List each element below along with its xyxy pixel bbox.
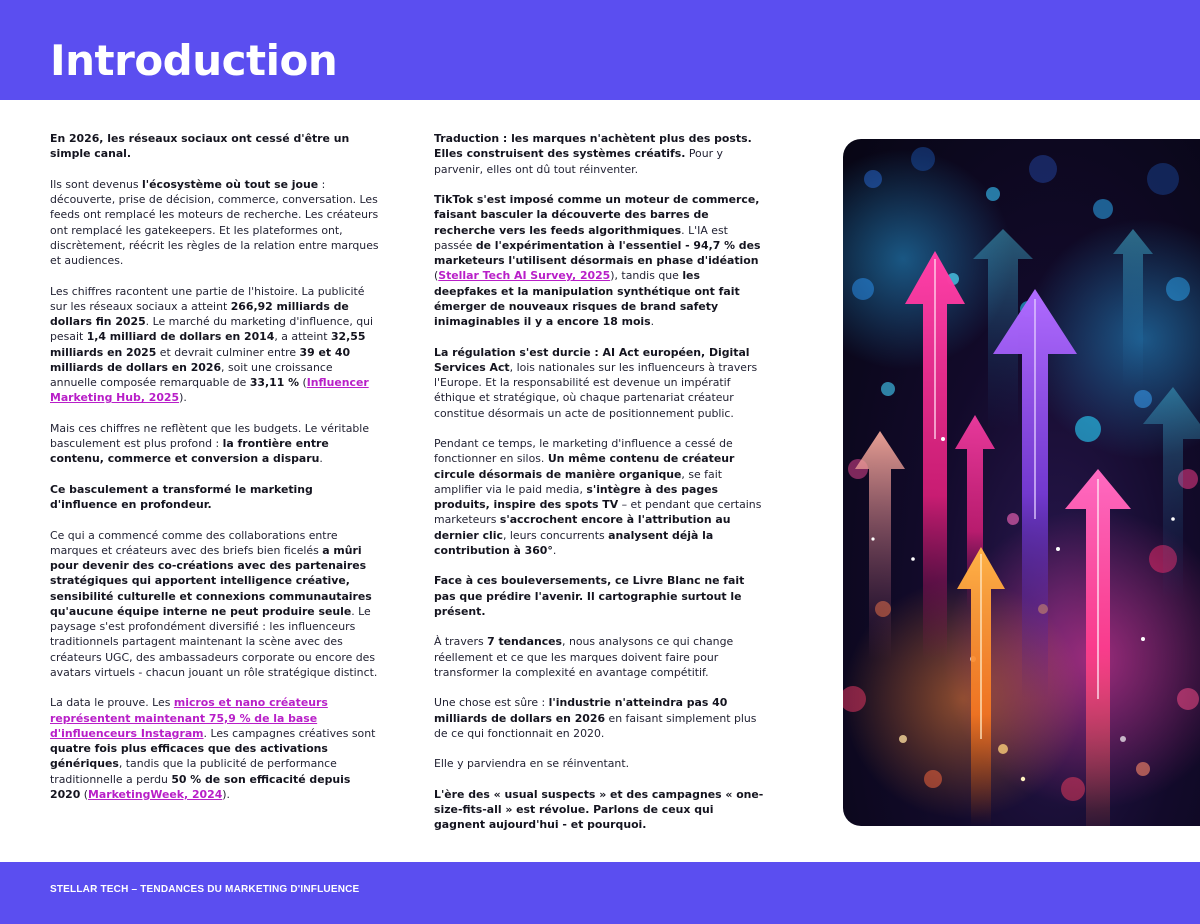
body-text: Les chiffres racontent une partie de l'histoire. La publicité sur les réseaux sociaux a atteint (50, 284, 365, 313)
body-text: , lois nationales sur les influenceurs à travers l'Europe. Et la responsabilité est devenue un impératif éthique et stratégique, où chaque partenariat créateur constitue désormais un acte de positionnement public. (434, 360, 758, 420)
body-text: . (650, 315, 655, 328)
body-text: en faisant simplement plus de ce qui fonctionnait en 2020. (434, 711, 757, 740)
paragraph (50, 421, 382, 467)
paragraph (50, 284, 382, 406)
text-column-right (434, 131, 764, 833)
paragraph (50, 482, 382, 513)
paragraph (434, 573, 764, 619)
body-text: ( (434, 269, 439, 283)
bold-text: a mûri pour devenir des co-créations avec des partenaires stratégiques qui apportent intelligence créative, sensibilité culturelle et connexions communautaires qu'aucune équipe interne ne peut produire seule (50, 543, 372, 618)
body-text: . Les campagnes créatives sont (203, 726, 376, 740)
bold-text: s'intègre à des pages produits, inspire des spots TV (434, 482, 719, 511)
body-text: , a atteint (274, 330, 331, 344)
source-link-micro-nano-creators[interactable]: micros et nano créateurs représentent maintenant 75,9 % de la base d'influenceurs Instagram (50, 696, 328, 740)
bold-text: 7 tendances (487, 635, 563, 649)
body-text: ( (299, 376, 307, 389)
bold-text: L'ère des « usual suspects » et des campagnes « one-size-fits-all » est révolue. Parlons de ceux qui gagnent aujourd'hui - et pourquoi. (434, 787, 764, 832)
body-text: ( (80, 787, 89, 801)
bold-text: Traduction : les marques n'achètent plus des posts. Elles construisent des systèmes créatifs. (434, 132, 752, 161)
bold-text: En 2026, les réseaux sociaux ont cessé d'être un simple canal. (50, 132, 350, 161)
paragraph (434, 634, 764, 680)
body-text: ), tandis que (610, 269, 683, 283)
bold-text: TikTok s'est imposé comme un moteur de commerce, faisant basculer la découverte des barres de recherche vers les feeds algorithmiques (434, 193, 760, 237)
source-link-marketingweek[interactable]: MarketingWeek, 2024 (88, 787, 223, 801)
bold-text: l'écosystème où tout se joue (142, 177, 319, 191)
body-text: . Le marché du marketing d'influence, qui pesait (50, 315, 374, 344)
body-text: et devrait culminer entre (156, 345, 300, 359)
paragraph (50, 528, 382, 681)
body-text: Ce qui a commencé comme des collaborations entre marques et créateurs avec des briefs bien ficelés (50, 528, 338, 557)
body-text: Pour y parvenir, elles ont dû tout réinventer. (434, 147, 723, 176)
body-text: . Le paysage s'est profondément diversifié : les influenceurs traditionnels partagent maintenant la scène avec des créateurs UGC, des ambassadeurs corporate ou encore des avatars virtuels - chacun jouant un rôle stratégique distinct. (50, 604, 378, 679)
body-text: Pendant ce temps, le marketing d'influence a cessé de fonctionner en silos. (434, 437, 733, 466)
text-column-left (50, 131, 382, 802)
body-text: Mais ces chiffres ne reflètent que les budgets. Le véritable basculement est plus profond : (50, 421, 370, 450)
paragraph (434, 787, 764, 833)
bold-text: de l'expérimentation à l'essentiel - 94,7 % des marketeurs l'utilisent désormais en phase d'idéation (434, 238, 761, 267)
body-text: , leurs concurrents (502, 528, 609, 542)
source-link-stellar-tech-survey[interactable]: Stellar Tech AI Survey, 2025 (438, 269, 611, 283)
bold-text: s'accrochent encore à l'attribution au dernier clic (434, 513, 731, 542)
body-text: . L'IA est passée (434, 223, 728, 252)
body-text: Ils sont devenus (50, 177, 143, 191)
paragraph (434, 695, 764, 741)
footer-text: STELLAR TECH – TENDANCES DU MARKETING D'INFLUENCE (50, 884, 360, 895)
bold-text: l'industrie n'atteindra pas 40 milliards de dollars en 2026 (434, 696, 728, 725)
header-banner (0, 0, 1200, 100)
bold-text: 1,4 milliard de dollars en 2014 (86, 330, 275, 344)
bold-text: Face à ces bouleversements, ce Livre Blanc ne fait pas que prédire l'avenir. Il cartographie surtout le présent. (434, 574, 745, 618)
arrows-illustration (843, 139, 1200, 826)
body-text: ). (179, 391, 187, 405)
body-text: , nous analysons ce qui change réellement et ce que les marques doivent faire pour transformer la complexité en avantage compétitif. (434, 635, 734, 679)
body-text: . (319, 452, 323, 466)
bold-text: Ce basculement a transformé le marketing d'influence en profondeur. (50, 482, 313, 511)
paragraph (50, 131, 382, 162)
footer-banner (0, 862, 1200, 924)
body-text: Elle y parviendra en se réinventant. (434, 757, 630, 771)
paragraph (434, 756, 764, 771)
bold-text: 50 % de son efficacité depuis 2020 (50, 772, 351, 801)
paragraph (434, 436, 764, 558)
glowing-arrows-image (843, 139, 1200, 826)
bold-text: La régulation s'est durcie : AI Act européen, Digital Services Act (434, 345, 750, 374)
body-text: ). (222, 787, 231, 801)
body-text: , soit une croissance annuelle composée remarquable de (50, 360, 333, 389)
body-text: – et pendant que certains marketeurs (434, 498, 762, 527)
bold-text: 39 et 40 milliards de dollars en 2026 (50, 345, 351, 374)
paragraph (434, 345, 764, 421)
body-text: : découverte, prise de décision, commerce, conversation. Les feeds ont remplacé les moteurs de recherche. Les créateurs ont remplacé les gatekeepers. Et les plateformes ont, discrètement, réécrit les règles de la relation entre marques et audiences. (50, 177, 379, 267)
paragraph (50, 695, 382, 802)
body-text: , tandis que la publicité de performance traditionnelle a perdu (50, 757, 337, 786)
bold-text: les deepfakes et la manipulation synthétique ont fait émerger de nouveaux risques de brand safety inimaginables il y a encore 18 mois (434, 269, 740, 328)
paragraph (434, 192, 764, 329)
paragraph (434, 131, 764, 177)
page-title: Introduction (50, 36, 338, 85)
bold-text: quatre fois plus efficaces que des activations génériques (50, 742, 328, 771)
bold-text: 33,11 % (249, 376, 299, 389)
body-text: À travers (434, 635, 488, 649)
bold-text: la frontière entre contenu, commerce et conversion a disparu (50, 437, 329, 466)
body-text: , se fait amplifier via le paid media, (434, 467, 722, 496)
body-text: . (552, 543, 557, 557)
bold-text: analysent déjà la contribution à 360° (434, 528, 714, 557)
bold-text: 32,55 milliards en 2025 (50, 330, 366, 359)
source-link-influencer-marketing-hub[interactable]: Influencer Marketing Hub, 2025 (50, 376, 369, 405)
body-text: La data le prouve. Les (50, 696, 174, 710)
bold-text: Un même contenu de créateur circule désormais de manière organique (434, 452, 735, 481)
body-text: Une chose est sûre : (434, 696, 549, 710)
bold-text: 266,92 milliards de dollars fin 2025 (50, 299, 349, 328)
paragraph (50, 177, 382, 269)
